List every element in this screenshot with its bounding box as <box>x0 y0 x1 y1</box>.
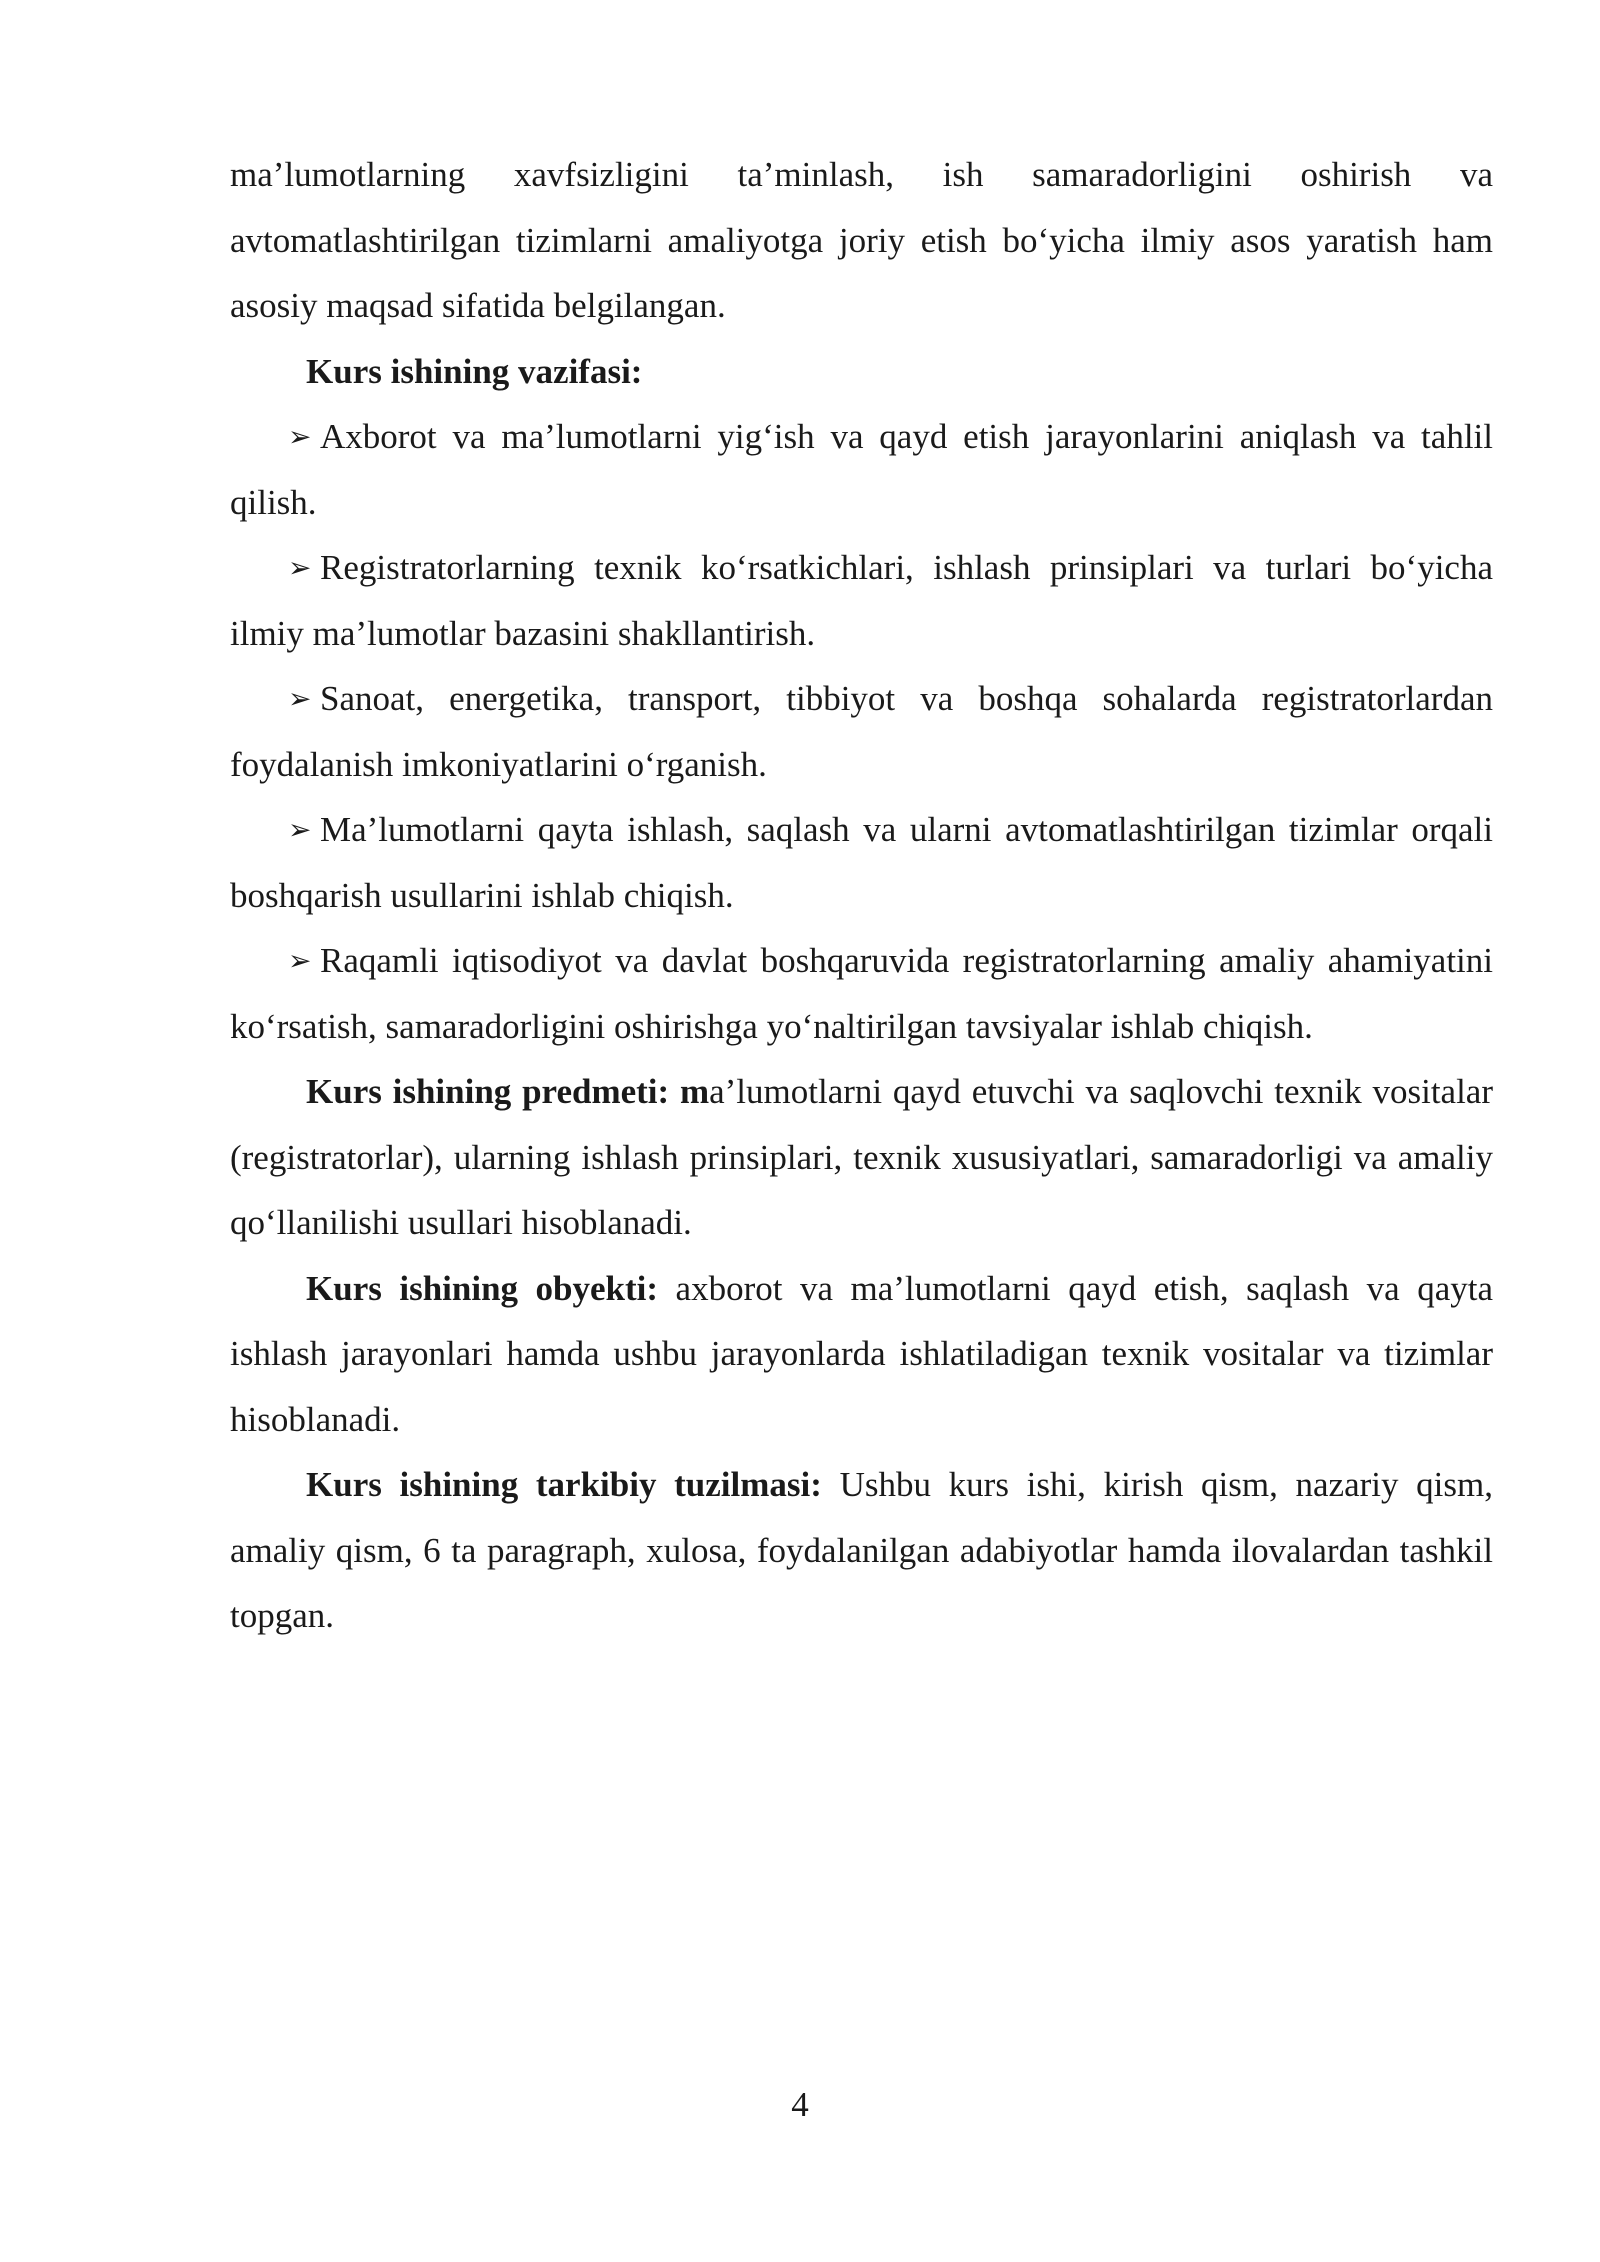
task-item <box>230 797 1493 928</box>
task-item-text: Registratorlarning texnik ko‘rsatkichlari, ishlash prinsiplari va turlari bo‘yicha ilmiy ma’lumotlar bazasini shakllantirish. <box>230 548 1493 653</box>
arrow-bullet-icon: ➢ <box>288 551 312 584</box>
object-paragraph <box>230 1256 1493 1453</box>
tasks-heading-paragraph <box>230 339 1493 405</box>
subject-text: a’lumotlarni qayd etuvchi va saqlovchi texnik vositalar (registratorlar), ularning ishlash prinsiplari, texnik xususiyatlari, samaradorligi va amaliy qo‘llanilishi usullari hisoblanadi. <box>230 1072 1493 1242</box>
structure-paragraph <box>230 1452 1493 1649</box>
arrow-bullet-icon: ➢ <box>288 682 312 715</box>
subject-label: Kurs ishining predmeti: m <box>306 1072 710 1111</box>
structure-text: Ushbu kurs ishi, kirish qism, nazariy qism, amaliy qism, 6 ta paragraph, xulosa, foydalanilgan adabiyotlar hamda ilovalardan tashkil topgan. <box>230 1465 1493 1635</box>
intro-paragraph: ma’lumotlarning xavfsizligini ta’minlash, ish samaradorligini oshirish va avtomatlashtirilgan tizimlarni amaliyotga joriy etish bo‘yicha ilmiy asos yaratish ham asosiy maqsad sifatida belgilangan. <box>230 155 1493 325</box>
page-number: 4 <box>791 2085 809 2124</box>
arrow-bullet-icon: ➢ <box>288 420 312 453</box>
tasks-heading: Kurs ishining vazifasi: <box>306 351 643 391</box>
page-body <box>230 142 1493 1649</box>
task-item <box>230 666 1493 797</box>
arrow-bullet-icon: ➢ <box>288 944 312 977</box>
object-text: axborot va ma’lumotlarni qayd etish, saqlash va qayta ishlash jarayonlari hamda ushbu jarayonlarda ishlatiladigan texnik vositalar va tizimlar hisoblanadi. <box>230 1268 1493 1439</box>
structure-label: Kurs ishining tarkibiy tuzilmasi: <box>306 1465 822 1504</box>
task-item-text: Axborot va ma’lumotlarni yig‘ish va qayd etish jarayonlarini aniqlash va tahlil qilish. <box>230 417 1493 522</box>
object-label: Kurs ishining obyekti: <box>306 1268 659 1308</box>
task-item-text: Ma’lumotlarni qayta ishlash, saqlash va ularni avtomatlashtirilgan tizimlar orqali boshqarish usullarini ishlab chiqish. <box>230 810 1493 915</box>
task-item <box>230 535 1493 666</box>
subject-paragraph <box>230 1059 1493 1256</box>
task-item-text: Sanoat, energetika, transport, tibbiyot va boshqa sohalarda registratorlardan foydalanish imkoniyatlarini o‘rganish. <box>230 679 1493 784</box>
task-item-text: Raqamli iqtisodiyot va davlat boshqaruvida registratorlarning amaliy ahamiyatini ko‘rsatish, samaradorligini oshirishga yo‘naltirilgan tavsiyalar ishlab chiqish. <box>230 941 1493 1046</box>
task-item <box>230 928 1493 1059</box>
task-item <box>230 404 1493 535</box>
arrow-bullet-icon: ➢ <box>288 813 312 846</box>
